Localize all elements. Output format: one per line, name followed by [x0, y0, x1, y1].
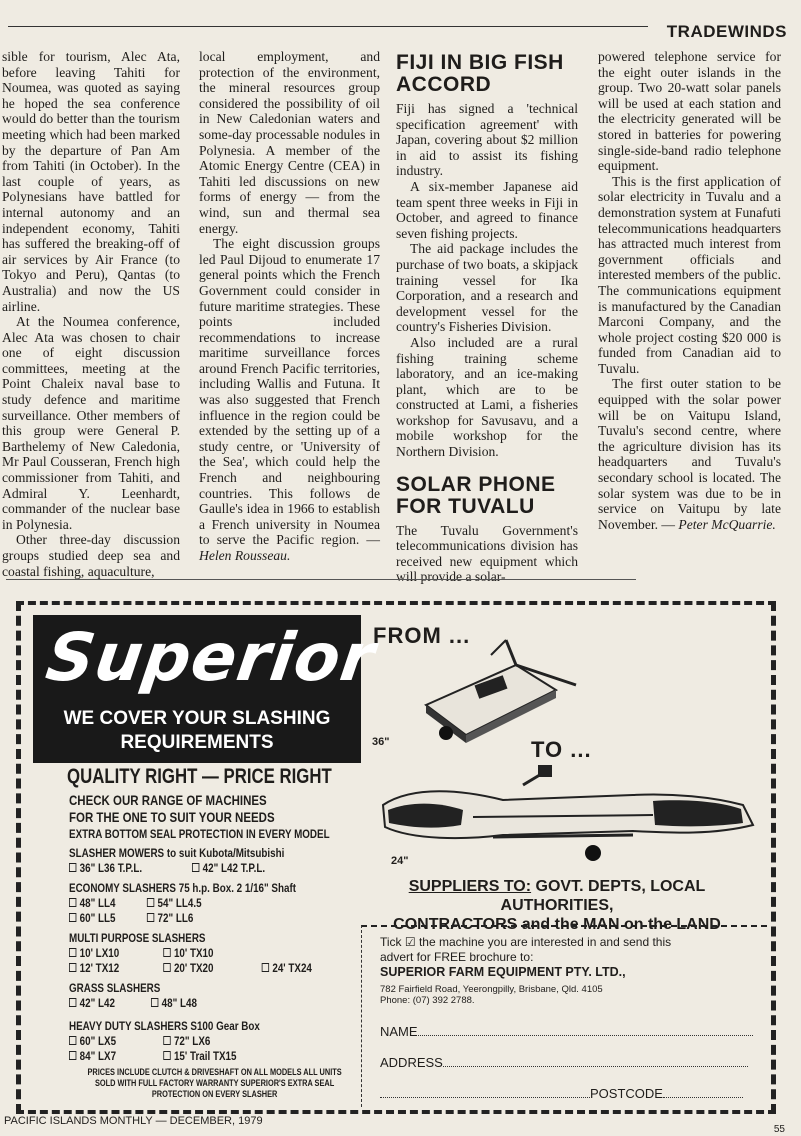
header-rule	[8, 26, 648, 27]
option-label: 24' TX24	[272, 961, 312, 975]
category-heavy-duty: HEAVY DUTY SLASHERS S100 Gear Box	[69, 1019, 260, 1033]
prices-note-line: PROTECTION ON EVERY SLASHER	[151, 1089, 278, 1099]
checkbox-option[interactable]	[69, 996, 151, 1011]
checkbox-icon[interactable]	[147, 898, 154, 907]
category-slasher-mowers: SLASHER MOWERS to suit Kubota/Mitsubishi	[69, 846, 285, 860]
checkbox-option[interactable]	[69, 861, 192, 876]
checkbox-icon[interactable]	[69, 898, 76, 907]
checkbox-icon[interactable]	[262, 963, 269, 972]
paragraph	[598, 376, 781, 532]
checkbox-option[interactable]	[163, 1049, 236, 1064]
checkbox-icon[interactable]	[69, 1036, 76, 1045]
option-row	[69, 911, 193, 926]
option-row	[69, 996, 197, 1011]
checkbox-icon[interactable]	[151, 998, 158, 1007]
checkbox-option[interactable]	[262, 961, 312, 976]
paragraph: The Tuvalu Government's telecommunications division has received new equipment which will provide a solar-	[396, 522, 578, 585]
option-label: 60" LX5	[79, 1034, 117, 1048]
checkbox-icon[interactable]	[69, 948, 76, 957]
checkbox-icon[interactable]	[69, 913, 76, 922]
postcode-field[interactable]	[380, 1085, 743, 1101]
article-column-1	[2, 49, 180, 579]
checkbox-option[interactable]	[147, 896, 202, 911]
option-label: 10' TX10	[173, 946, 214, 960]
paragraph: powered telephone service for the eight outer islands in the group. Two 20-watt solar panels will be used at each station and the electricity generated will be stored in batteries for powering single-side-band radio telephone equipment.	[598, 49, 781, 174]
check-line: EXTRA BOTTOM SEAL PROTECTION IN EVERY MODEL	[69, 827, 330, 841]
article-column-3	[396, 49, 578, 585]
brand-logo: Superior	[41, 619, 381, 696]
paragraph: sible for tourism, Alec Ata, before leaving Tahiti for Noumea, was quoted as saying he hoped the sea conference would do better than the tourism meeting which had been marked by the departure of Pan Am from Tahiti (in October). In the last couple of years, as Polynesians have battled for internal autonomy and an independent economy, Tahiti has suffered the breaking-off of air services by Air France (to Tokyo and Peru), Qantas (to Australia) and now the US airline.	[2, 49, 180, 314]
checkbox-option[interactable]	[69, 911, 147, 926]
suppliers-list: GOVT. DEPTS, LOCAL AUTHORITIES,	[500, 878, 706, 914]
coupon-instructions	[380, 935, 671, 1006]
checkbox-icon[interactable]	[163, 1036, 170, 1045]
postcode-input-line[interactable]	[663, 1085, 743, 1098]
category-economy: ECONOMY SLASHERS 75 h.p. Box. 2 1/16" Shaft	[69, 881, 297, 895]
to-label: TO ...	[531, 737, 592, 762]
option-label: 20' TX20	[173, 961, 214, 975]
checkbox-option[interactable]	[147, 911, 194, 926]
category-multi-purpose: MULTI PURPOSE SLASHERS	[69, 931, 206, 945]
advert-instruction: advert for FREE brochure to:	[380, 950, 534, 964]
option-label: 36" L36 T.P.L.	[79, 861, 143, 875]
large-slasher-illustration	[373, 765, 763, 865]
small-slasher-illustration	[406, 635, 596, 753]
prices-note	[67, 1067, 362, 1100]
checkbox-icon[interactable]	[147, 913, 154, 922]
section-title: TRADEWINDS	[666, 22, 787, 41]
page-number: 55	[773, 1124, 785, 1135]
option-row	[69, 861, 265, 876]
checkbox-option[interactable]	[151, 996, 197, 1011]
option-label: 72" LX6	[173, 1034, 211, 1048]
quality-heading: QUALITY RIGHT — PRICE RIGHT	[67, 765, 332, 788]
checkbox-option[interactable]	[163, 961, 261, 976]
category-grass: GRASS SLASHERS	[69, 981, 161, 995]
size-small-label: 36"	[372, 736, 390, 748]
coupon	[361, 925, 767, 1107]
headline-fiji: FIJI IN BIG FISH ACCORD	[396, 51, 564, 96]
prices-note-line: PRICES INCLUDE CLUTCH & DRIVESHAFT ON ALL MODELS ALL UNITS	[87, 1067, 342, 1077]
paragraph: At the Noumea conference, Alec Ata was chosen to chair one of eight discussion committees, meeting at the Point Chaleix naval base to study defence and maritime surveillance. Other members of this group were General P. Barthelemy of New Caledonia, Mr Paul Cousseran, French high commissioner from Tahiti, and Admiral Y. Leenhardt, commander of the nuclear base in Polynesia.	[2, 314, 180, 532]
advertisement	[16, 601, 776, 1114]
address-input-line[interactable]	[443, 1054, 748, 1067]
paragraph-text: The eight discussion groups led Paul Dijoud to enumerate 17 general points which the French Government could consider in future maritime strategies. These points included recommendations to increase maritime surveillance forces around French Pacific territories, including Wallis and Futuna. It was also suggested that French influence in the region could be extended by the setting up of a study centre, or 'University of the Sea', which could help the French and neighbouring countries. This follows de Gaulle's idea in 1966 to establish a French university in Noumea to serve the Pacific region. —	[199, 236, 380, 548]
option-label: 15' Trail TX15	[173, 1049, 237, 1063]
paragraph: A six-member Japanese aid team spent three weeks in Fiji in October, and agreed to finance seven fishing projects.	[396, 178, 578, 241]
name-label: NAME	[380, 1024, 418, 1039]
checkbox-icon[interactable]	[69, 998, 76, 1007]
footer-publication: PACIFIC ISLANDS MONTHLY — DECEMBER, 1979	[4, 1115, 263, 1127]
check-line: CHECK OUR RANGE OF MACHINES	[69, 792, 267, 808]
option-label: 54" LL4.5	[157, 896, 202, 910]
size-large-label: 24"	[391, 855, 409, 867]
option-row	[69, 1049, 236, 1064]
suppliers-label: SUPPLIERS TO:	[408, 878, 532, 895]
tick-instruction: Tick ☑ the machine you are interested in and send this	[380, 935, 672, 949]
checkbox-option[interactable]	[69, 1034, 163, 1049]
option-label: 72" LL6	[157, 911, 194, 925]
checkbox-option[interactable]	[69, 1049, 163, 1064]
article-column-4	[598, 49, 781, 532]
checkbox-icon[interactable]	[163, 963, 170, 972]
name-field[interactable]	[380, 1023, 753, 1039]
company-address: 782 Fairfield Road, Yeerongpilly, Brisbane, Qld. 4105	[380, 984, 603, 995]
headline-tuvalu: SOLAR PHONE FOR TUVALU	[396, 472, 556, 518]
slogan	[33, 707, 361, 755]
paragraph: local employment, and protection of the environment, the mineral resources group considered the possibility of oil in New Caledonian waters and some-day processable nodules in Polynesia. A member of the Atomic Energy Centre (CEA) in Tahiti led discussions on new forms of energy — from the wind, sun and thermal sea energy.	[199, 49, 380, 236]
checkbox-icon[interactable]	[69, 963, 76, 972]
from-label: FROM ...	[373, 623, 471, 648]
option-label: 48" L48	[161, 996, 197, 1010]
suppliers-line	[351, 877, 763, 915]
name-input-line[interactable]	[418, 1023, 753, 1036]
company-phone: Phone: (07) 392 2788.	[380, 995, 475, 1006]
option-label: 60" LL5	[79, 911, 116, 925]
check-line: FOR THE ONE TO SUIT YOUR NEEDS	[69, 809, 275, 825]
postcode-label: POSTCODE	[590, 1086, 663, 1101]
checkbox-icon[interactable]	[69, 863, 76, 872]
paragraph: The aid package includes the purchase of two boats, a skipjack training vessel for Ika Corporation, and a research and development vessel for the country's Fisheries Division.	[396, 241, 578, 335]
slogan-line: WE COVER YOUR SLASHING	[63, 708, 331, 729]
checkbox-option[interactable]	[163, 946, 213, 961]
byline: Helen Rousseau.	[199, 548, 291, 563]
checkbox-option[interactable]	[69, 961, 163, 976]
option-label: 84" LX7	[79, 1049, 117, 1063]
option-row	[69, 1034, 210, 1049]
suppliers-line: CONTRACTORS and the MAN on the LAND	[393, 916, 721, 933]
paragraph: Fiji has signed a 'technical specification agreement' with Japan, covering about $2 million in aid to assist its fishing industry.	[396, 101, 578, 179]
checkbox-option[interactable]	[163, 1034, 210, 1049]
option-label: 42" L42 T.P.L.	[202, 861, 266, 875]
paragraph-text: The first outer station to be equipped with the solar power will be on Vaitupu Island, Tuvalu's second centre, where the agriculture division has its headquarters and Tuvalu's secondary school is located. The solar system was due to be in service on Vaitupu by late November. —	[598, 376, 781, 532]
checkbox-icon[interactable]	[69, 1051, 76, 1060]
paragraph: Also included are a rural fishing training scheme laboratory, and an ice-making plant, which are to be constructed at Lami, a fisheries workshop for Savusavu, and a mobile workshop for the Northern Division.	[396, 334, 578, 460]
paragraph	[199, 236, 380, 563]
checkbox-icon[interactable]	[163, 1051, 170, 1060]
byline: Peter McQuarrie.	[678, 516, 776, 532]
company-name: SUPERIOR FARM EQUIPMENT PTY. LTD.,	[380, 965, 626, 979]
paragraph: This is the first application of solar electricity in Tuvalu and a demonstration system at Funafuti telecommunications headquarters has attracted much interest from government officials and interested members of the public. The communications equipment is manufactured by the Canadian Marconi Company, and the whole project costing $20 000 is funded from Canadian aid to Tuvalu.	[598, 173, 781, 376]
option-row	[69, 946, 213, 961]
option-label: 48" LL4	[79, 896, 116, 910]
article-column-2	[199, 49, 380, 564]
checkbox-icon[interactable]	[163, 948, 170, 957]
slogan-line: REQUIREMENTS	[120, 732, 274, 753]
prices-note-line: SOLD WITH FULL FACTORY WARRANTY SUPERIOR'S EXTRA SEAL	[94, 1078, 335, 1088]
checkbox-option[interactable]	[69, 946, 163, 961]
option-row	[69, 896, 202, 911]
option-label: 42" L42	[79, 996, 115, 1010]
address-input-line-2[interactable]	[380, 1085, 590, 1098]
checkbox-option[interactable]	[192, 861, 265, 876]
checkbox-option[interactable]	[69, 896, 147, 911]
option-label: 10' LX10	[79, 946, 120, 960]
article-separator	[6, 579, 636, 580]
option-row	[69, 961, 312, 976]
checkbox-icon[interactable]	[192, 863, 199, 872]
address-label: ADDRESS	[380, 1055, 443, 1070]
option-label: 12' TX12	[79, 961, 120, 975]
address-field[interactable]	[380, 1054, 748, 1070]
paragraph: Other three-day discussion groups studied deep sea and coastal fishing, aquaculture,	[2, 532, 180, 579]
